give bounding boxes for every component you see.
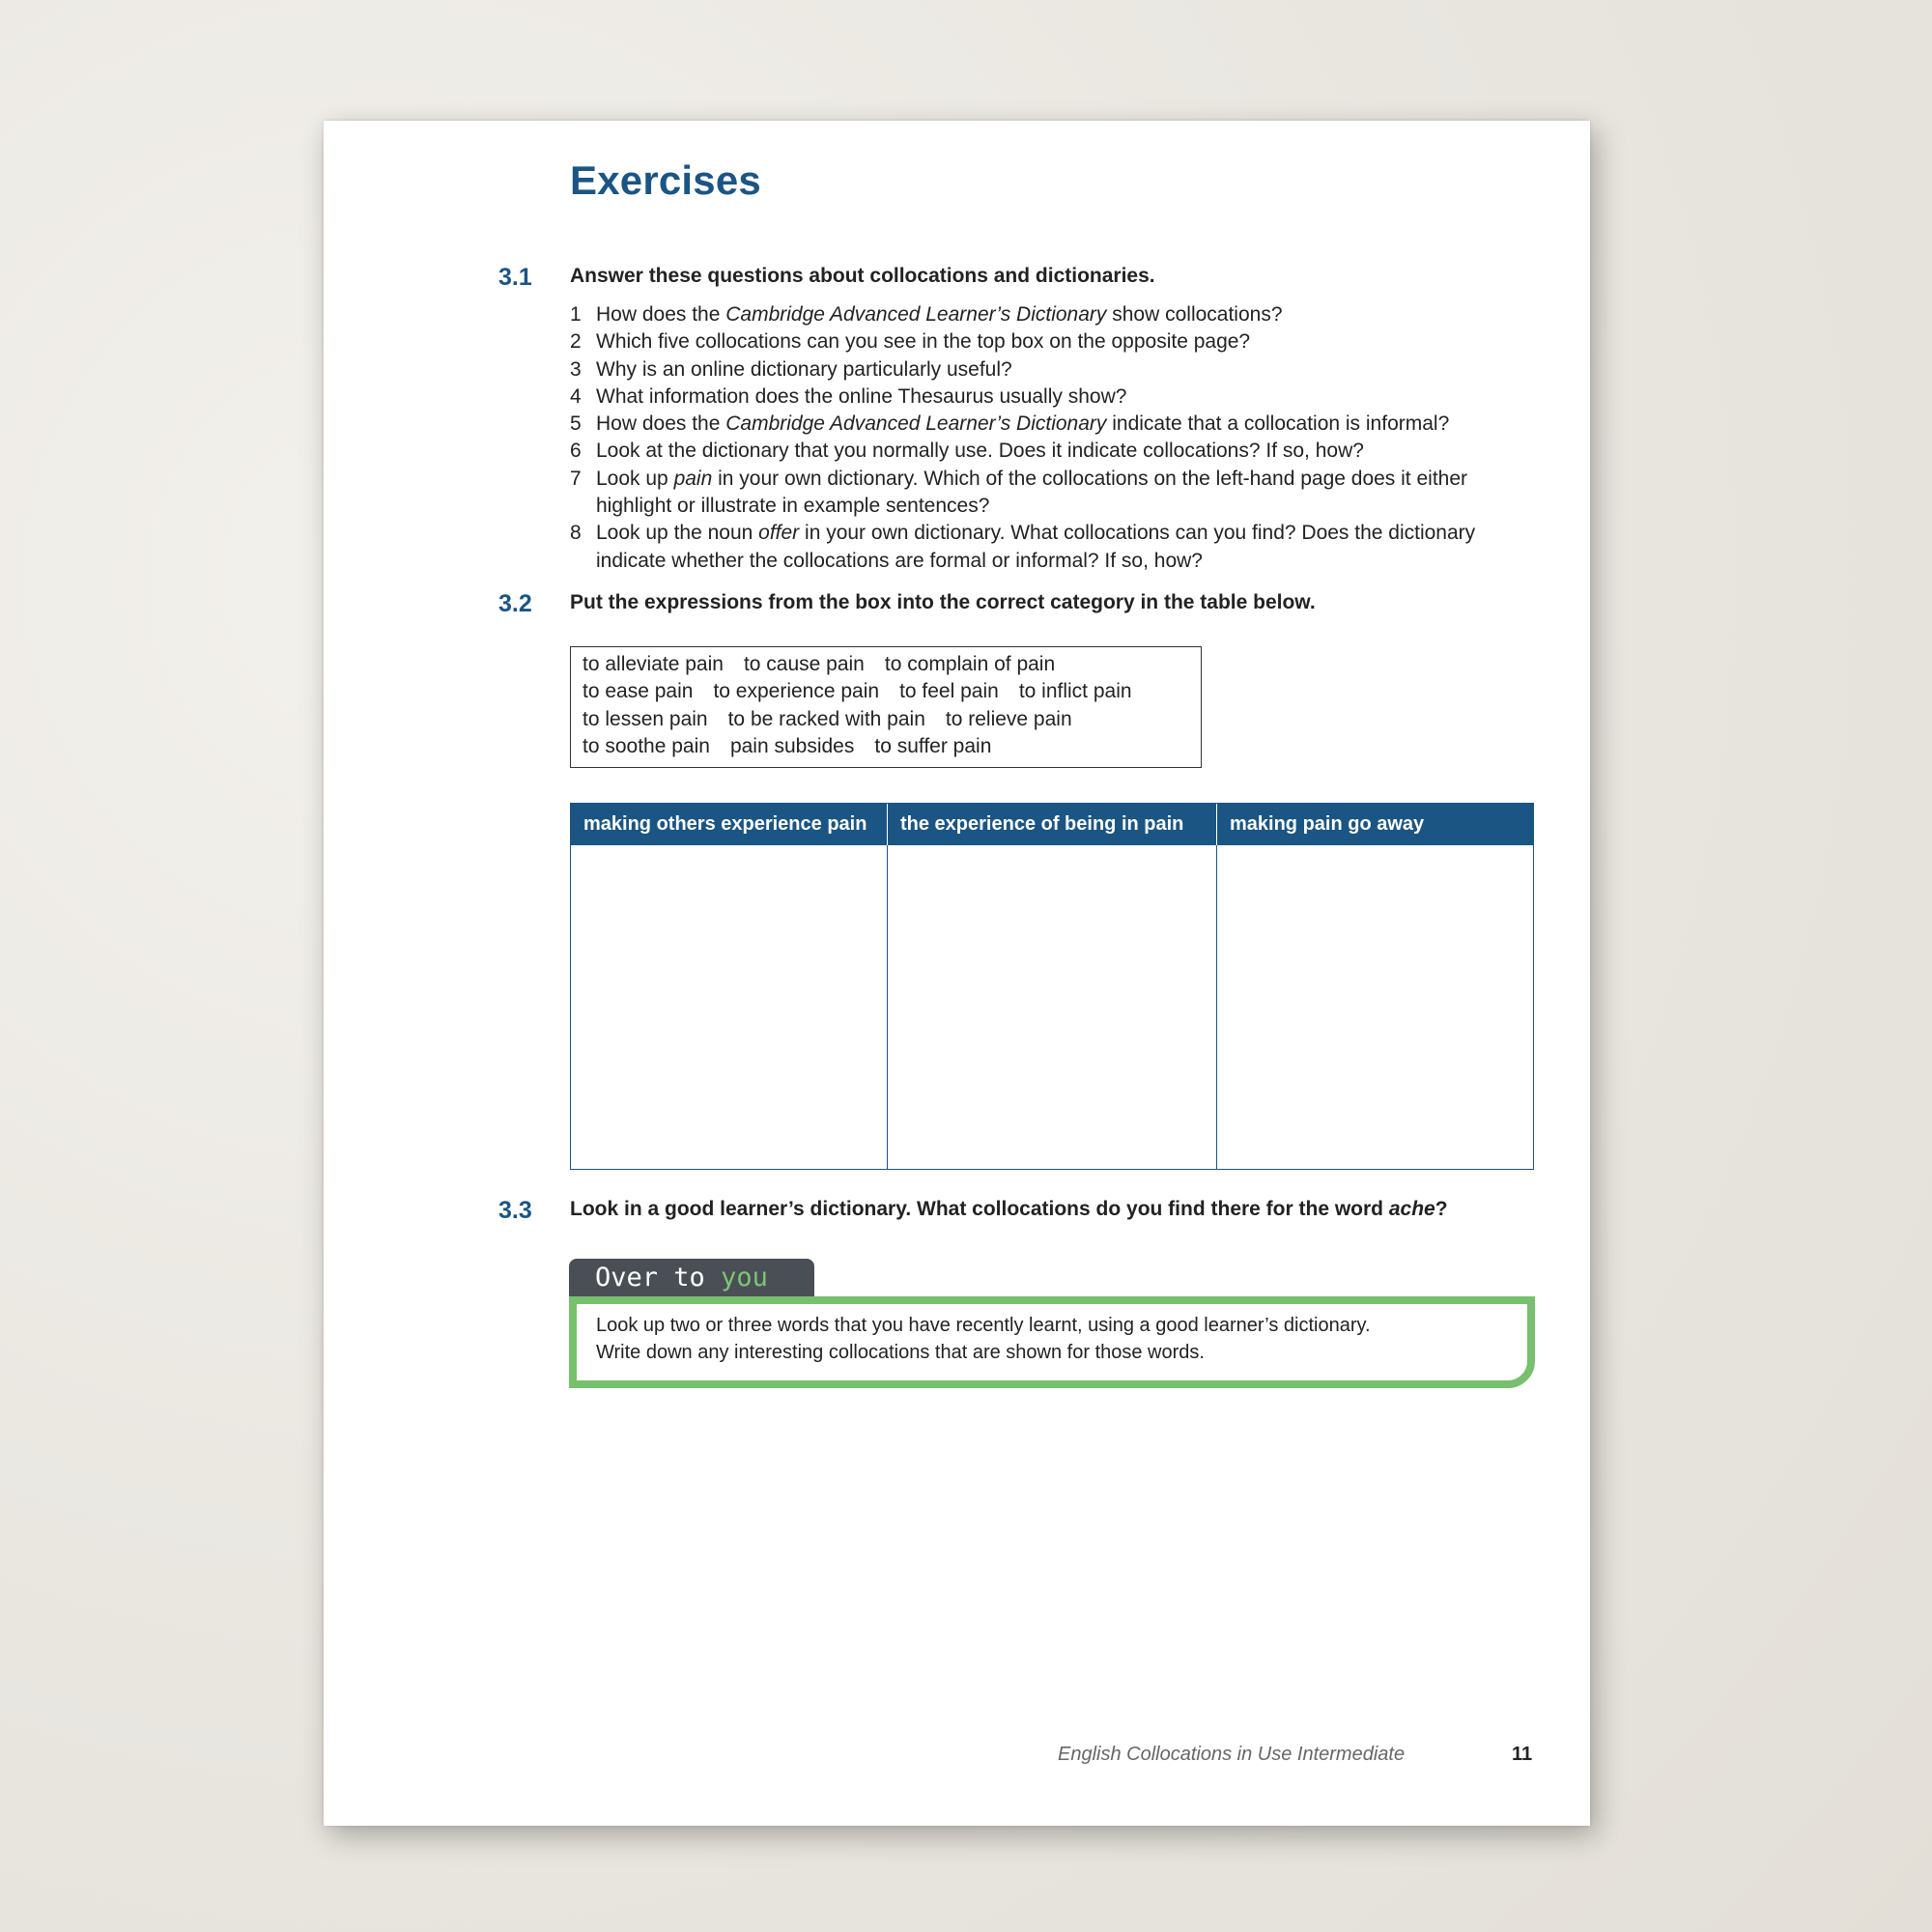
header-making-pain-go-away: making pain go away [1230, 813, 1425, 835]
expression-item[interactable]: to inflict pain [1018, 680, 1132, 703]
question-7-line-1-seg-3: in your own dictionary. Which of the collocations on the left-hand page does it either [712, 467, 1468, 490]
over-to-you-word1: Over to [595, 1263, 705, 1293]
question-2-line-1-seg-1: Which five collocations can you see in the top box on the opposite page? [596, 330, 1251, 354]
question-7-line-2 [596, 493, 1594, 520]
exercise-3-3-number: 3.3 [498, 1197, 532, 1224]
category-table [570, 803, 1534, 1170]
exercise-3-2-instruction: Put the expressions from the box into the correct category in the table below. [570, 591, 1316, 613]
question-6 [570, 438, 1594, 465]
question-1-line-1-seg-1: How does the [596, 303, 726, 326]
expression-item[interactable]: to suffer pain [874, 734, 992, 757]
question-8-line-1 [596, 520, 1594, 547]
category-table-header [571, 804, 1533, 845]
header-experience-of-being-in-pain: the experience of being in pain [888, 804, 1217, 845]
question-number: 3 [570, 357, 582, 381]
exercise-3-3-instruction-seg-2: ache [1388, 1198, 1435, 1220]
question-2-line-1 [596, 328, 1594, 355]
question-1-line-1-seg-3: show collocations? [1106, 303, 1283, 326]
footer-book-title: English Collocations in Use Intermediate [1058, 1744, 1406, 1765]
question-5-line-1-seg-3: indicate that a collocation is informal? [1106, 412, 1450, 436]
expression-item[interactable]: to complain of pain [884, 653, 1056, 675]
question-7-line-2-seg-1: highlight or illustrate in example sentences? [596, 495, 990, 518]
question-7 [570, 466, 1594, 521]
question-5 [570, 411, 1594, 438]
expression-item[interactable]: to feel pain [899, 680, 999, 703]
question-4-line-1-seg-1: What information does the online Thesaurus usually show? [596, 384, 1127, 408]
question-4-line-1 [596, 384, 1594, 411]
expression-item[interactable]: to experience pain [713, 680, 880, 703]
expression-item[interactable]: to cause pain [743, 653, 865, 675]
question-number: 1 [570, 303, 582, 326]
over-to-you-box [569, 1296, 1535, 1388]
exercise-3-1-questions [570, 301, 1594, 575]
expression-row-4 [582, 733, 1189, 760]
question-8-line-1-seg-3: in your own dictionary. What collocations can you find? Does the dictionary [799, 522, 1476, 545]
page-title: Exercises [570, 157, 761, 203]
expression-item[interactable]: pain subsides [729, 734, 855, 757]
over-to-you-line-2: Write down any interesting collocations that are shown for those words. [596, 1342, 1205, 1363]
workbook-page [324, 121, 1590, 1826]
question-8-line-2-seg-1: indicate whether the collocations are formal or informal? If so, how? [596, 549, 1203, 572]
question-7-line-1-seg-1: Look up [596, 467, 674, 490]
expression-row-2 [582, 678, 1189, 705]
expression-item[interactable]: to relieve pain [945, 707, 1072, 730]
exercise-3-3-instruction-seg-3: ? [1435, 1198, 1448, 1220]
question-number: 8 [570, 522, 582, 545]
over-to-you-line-1: Look up two or three words that you have recently learnt, using a good learner’s dictionary. [596, 1315, 1371, 1336]
question-5-line-1 [596, 411, 1594, 438]
page-number: 11 [1512, 1744, 1533, 1765]
exercise-3-2-number: 3.2 [498, 590, 532, 617]
over-to-you-tab [569, 1259, 814, 1296]
question-6-line-1 [596, 438, 1594, 465]
expression-row-3 [582, 706, 1189, 733]
question-2 [570, 328, 1594, 355]
question-5-line-1-seg-1: How does the [596, 412, 726, 436]
question-5-line-1-seg-2: Cambridge Advanced Learner’s Dictionary [725, 412, 1107, 436]
exercise-3-3-instruction-seg-1: Look in a good learner’s dictionary. What collocations do you find there for the word [570, 1198, 1389, 1220]
question-3 [570, 356, 1594, 384]
question-number: 5 [570, 412, 582, 436]
header-making-others-experience-pain: making others experience pain [571, 804, 888, 845]
expression-box [570, 646, 1202, 768]
question-1-line-1-seg-2: Cambridge Advanced Learner’s Dictionary [725, 303, 1107, 326]
expression-item[interactable]: to alleviate pain [582, 653, 724, 675]
over-to-you-word2: you [721, 1263, 768, 1293]
category-table-body [571, 845, 1533, 1169]
question-3-line-1-seg-1: Why is an online dictionary particularly useful? [596, 357, 1012, 381]
question-8-line-1-seg-2: offer [758, 522, 800, 545]
question-4 [570, 384, 1594, 411]
expression-row-1 [582, 651, 1189, 678]
question-8-line-2 [596, 548, 1594, 575]
question-number: 7 [570, 467, 582, 490]
question-number: 6 [570, 440, 582, 463]
exercise-3-3-instruction [570, 1198, 1448, 1221]
question-3-line-1 [596, 356, 1594, 384]
question-7-line-1-seg-2: pain [673, 467, 713, 490]
question-number: 2 [570, 330, 582, 354]
question-1-line-1 [596, 301, 1594, 328]
question-number: 4 [570, 384, 582, 408]
question-6-line-1-seg-1: Look at the dictionary that you normally use. Does it indicate collocations? If so, how? [596, 440, 1364, 463]
exercise-3-1-number: 3.1 [498, 264, 532, 291]
expression-item[interactable]: to soothe pain [582, 734, 710, 757]
expression-item[interactable]: to lessen pain [582, 707, 708, 730]
answer-cell-making-others-experience-pain[interactable] [571, 845, 888, 1169]
expression-item[interactable]: to be racked with pain [727, 707, 925, 730]
exercise-3-1-instruction: Answer these questions about collocations and dictionaries. [570, 265, 1155, 287]
question-7-line-1 [596, 466, 1594, 493]
answer-cell-experience-of-being-in-pain[interactable] [888, 845, 1217, 1169]
question-8-line-1-seg-1: Look up the noun [596, 522, 759, 545]
answer-cell-making-pain-go-away[interactable] [1217, 845, 1533, 1169]
question-8 [570, 520, 1594, 575]
question-1 [570, 301, 1594, 328]
expression-item[interactable]: to ease pain [582, 680, 694, 703]
